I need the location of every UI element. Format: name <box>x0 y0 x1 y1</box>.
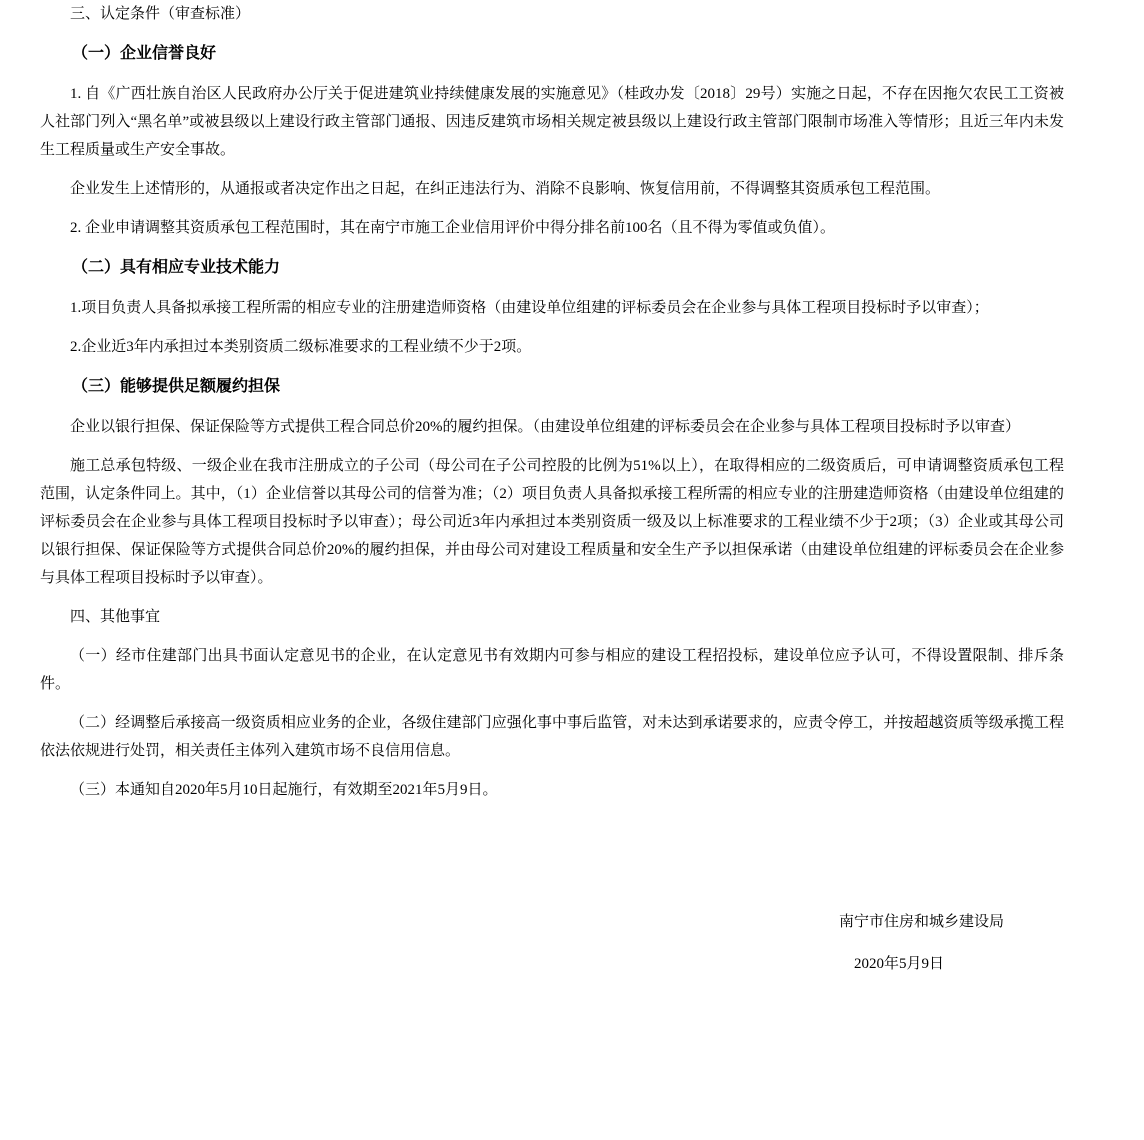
paragraph: 企业以银行担保、保证保险等方式提供工程合同总价20%的履约担保。（由建设单位组建的评标委员会在企业参与具体工程项目投标时予以审查） <box>70 419 1021 435</box>
notice-document <box>40 0 1064 978</box>
issue-date: 2020年5月9日 <box>853 956 944 972</box>
paragraph: 2. 企业申请调整其资质承包工程范围时，其在南宁市施工企业信用评价中得分排名前100名（且不得为零值或负值）。 <box>70 220 836 236</box>
issuing-agency: 南宁市住房和城乡建设局 <box>838 914 1004 930</box>
paragraph: （一）经市住建部门出具书面认定意见书的企业，在认定意见书有效期内可参与相应的建设工程招投标，建设单位应予认可，不得设置限制、排斥条件。 <box>40 648 1064 692</box>
paragraph: 2.企业近3年内承担过本类别资质二级标准要求的工程业绩不少于2项。 <box>70 339 532 355</box>
section3-title: 三、认定条件（审查标准） <box>70 6 251 22</box>
paragraph: （三）本通知自2020年5月10日起施行，有效期至2021年5月9日。 <box>70 782 498 798</box>
paragraph: 1.项目负责人具备拟承接工程所需的相应专业的注册建造师资格（由建设单位组建的评标委员会在企业参与具体工程项目投标时予以审查）； <box>70 300 989 316</box>
paragraph: 施工总承包特级、一级企业在我市注册成立的子公司（母公司在子公司控股的比例为51%以上），在取得相应的二级资质后，可申请调整资质承包工程范围，认定条件同上。其中，（1）企业信誉以其母公司的信誉为准；（2）项目负责人具备拟承接工程所需的相应专业的注册建造师资格（由建设单位组建的评标委员会在企业参与具体工程项目投标时予以审查）；母公司近3年内承担过本类别资质一级及以上标准要求的工程业绩不少于2项；（3）企业或其母公司以银行担保、保证保险等方式提供合同总价20%的履约担保，并由母公司对建设工程质量和安全生产予以担保承诺（由建设单位组建的评标委员会在企业参与具体工程项目投标时予以审查）。 <box>40 458 1064 586</box>
subsection3-heading: （三）能够提供足额履约担保 <box>72 378 281 395</box>
paragraph: 1. 自《广西壮族自治区人民政府办公厅关于促进建筑业持续健康发展的实施意见》（桂政办发〔2018〕29号）实施之日起，不存在因拖欠农民工工资被人社部门列入“黑名单”或被县级以上建设行政主管部门通报、因违反建筑市场相关规定被县级以上建设行政主管部门限制市场准入等情形；且近三年内未发生工程质量或生产安全事故。 <box>40 86 1064 158</box>
paragraph: （二）经调整后承接高一级资质相应业务的企业，各级住建部门应强化事中事后监管，对未达到承诺要求的，应责令停工，并按超越资质等级承揽工程依法依规进行处罚，相关责任主体列入建筑市场不良信用信息。 <box>40 715 1064 759</box>
blank-space <box>40 815 1064 908</box>
section4-title: 四、其他事宜 <box>70 609 161 625</box>
subsection1-heading: （一）企业信誉良好 <box>72 45 217 62</box>
paragraph: 企业发生上述情形的，从通报或者决定作出之日起，在纠正违法行为、消除不良影响、恢复信用前，不得调整其资质承包工程范围。 <box>70 181 941 197</box>
subsection2-heading: （二）具有相应专业技术能力 <box>72 259 281 276</box>
